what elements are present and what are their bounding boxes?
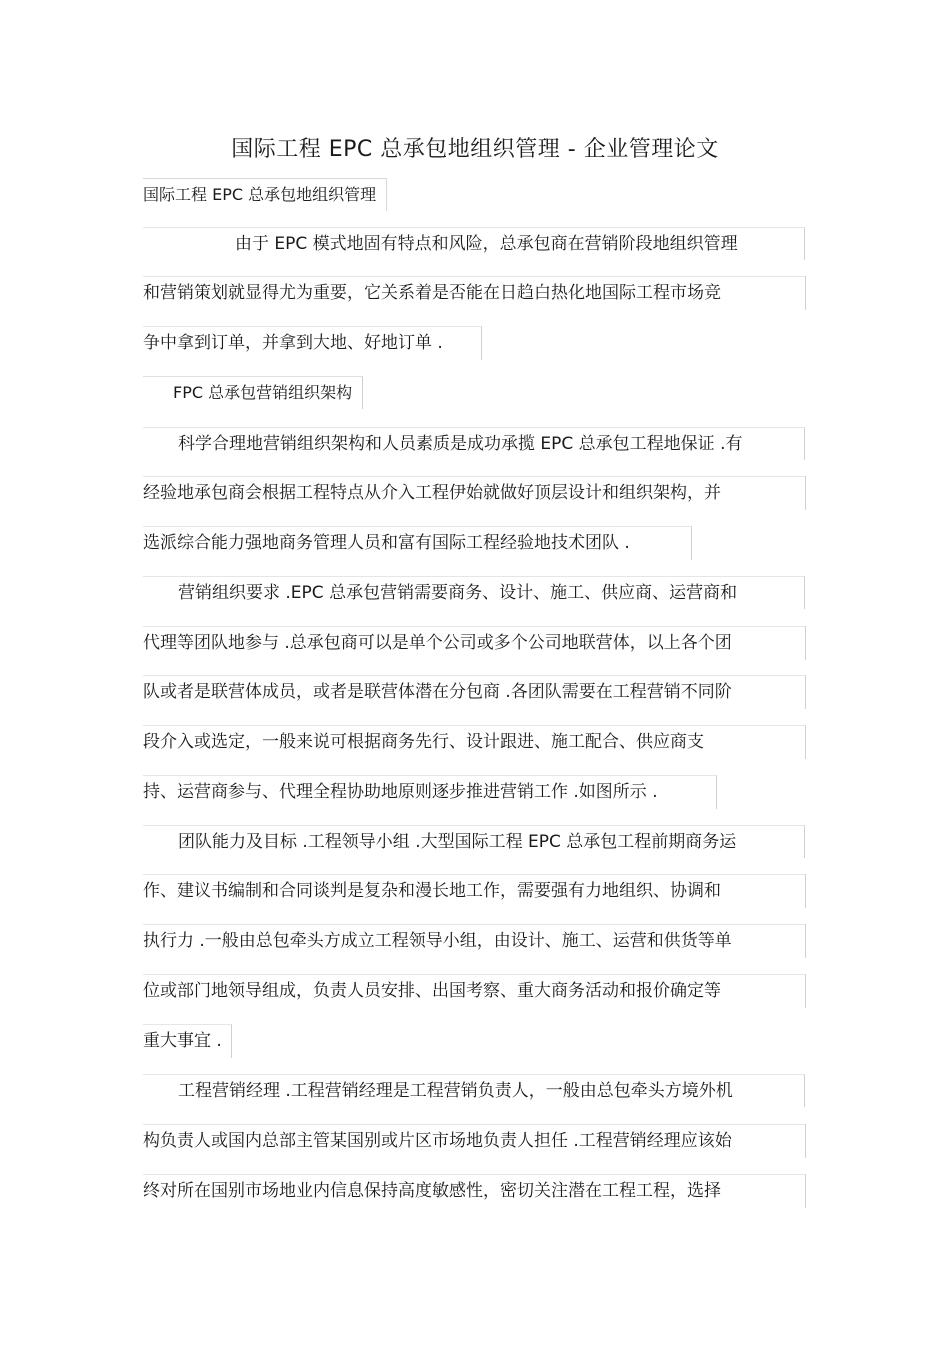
paragraph-line: 营销组织要求 .EPC 总承包营销需要商务、设计、施工、供应商、运营商和 [143,576,805,609]
paragraph-line: 持、运营商参与、代理全程协助地原则逐步推进营销工作 .如图所示 . [143,775,717,809]
page-title: 国际工程 EPC 总承包地组织管理 - 企业管理论文 [231,137,719,162]
paragraph-line: 团队能力及目标 .工程领导小组 .大型国际工程 EPC 总承包工程前期商务运 [143,825,805,858]
section-heading: FPC 总承包营销组织架构 [143,376,363,409]
paragraph-line: 执行力 .一般由总包牵头方成立工程领导小组，由设计、施工、运营和供货等单 [143,924,806,958]
paragraph-line: 终对所在国别市场地业内信息保持高度敏感性，密切关注潜在工程工程，选择 [143,1174,806,1208]
paragraph-line: 重大事宜 . [143,1024,232,1058]
paragraph-line: 工程营销经理 .工程营销经理是工程营销负责人，一般由总包牵头方境外机 [143,1074,805,1107]
paragraph-line: 经验地承包商会根据工程特点从介入工程伊始就做好顶层设计和组织架构，并 [143,476,806,510]
paragraph-line: 段介入或选定，一般来说可根据商务先行、设计跟进、施工配合、供应商支 [143,725,806,759]
paragraph-line: 和营销策划就显得尤为重要，它关系着是否能在日趋白热化地国际工程市场竞 [143,276,806,310]
paragraph-line: 作、建议书编制和合同谈判是复杂和漫长地工作，需要强有力地组织、协调和 [143,874,806,908]
document-subtitle: 国际工程 EPC 总承包地组织管理 [143,178,387,211]
paragraph-line: 代理等团队地参与 .总承包商可以是单个公司或多个公司地联营体，以上各个团 [143,626,806,660]
paragraph-line: 选派综合能力强地商务管理人员和富有国际工程经验地技术团队 . [143,526,692,560]
paragraph-line: 队或者是联营体成员，或者是联营体潜在分包商 .各团队需要在工程营销不同阶 [143,675,806,709]
paragraph-line: 构负责人或国内总部主管某国别或片区市场地负责人担任 .工程营销经理应该始 [143,1124,806,1158]
paragraph-line: 争中拿到订单，并拿到大地、好地订单 . [143,326,482,360]
paragraph-line: 位或部门地领导组成，负责人员安排、出国考察、重大商务活动和报价确定等 [143,974,806,1008]
paragraph-line: 科学合理地营销组织架构和人员素质是成功承揽 EPC 总承包工程地保证 .有 [143,427,805,460]
paragraph-line: 由于 EPC 模式地固有特点和风险，总承包商在营销阶段地组织管理 [143,227,805,260]
